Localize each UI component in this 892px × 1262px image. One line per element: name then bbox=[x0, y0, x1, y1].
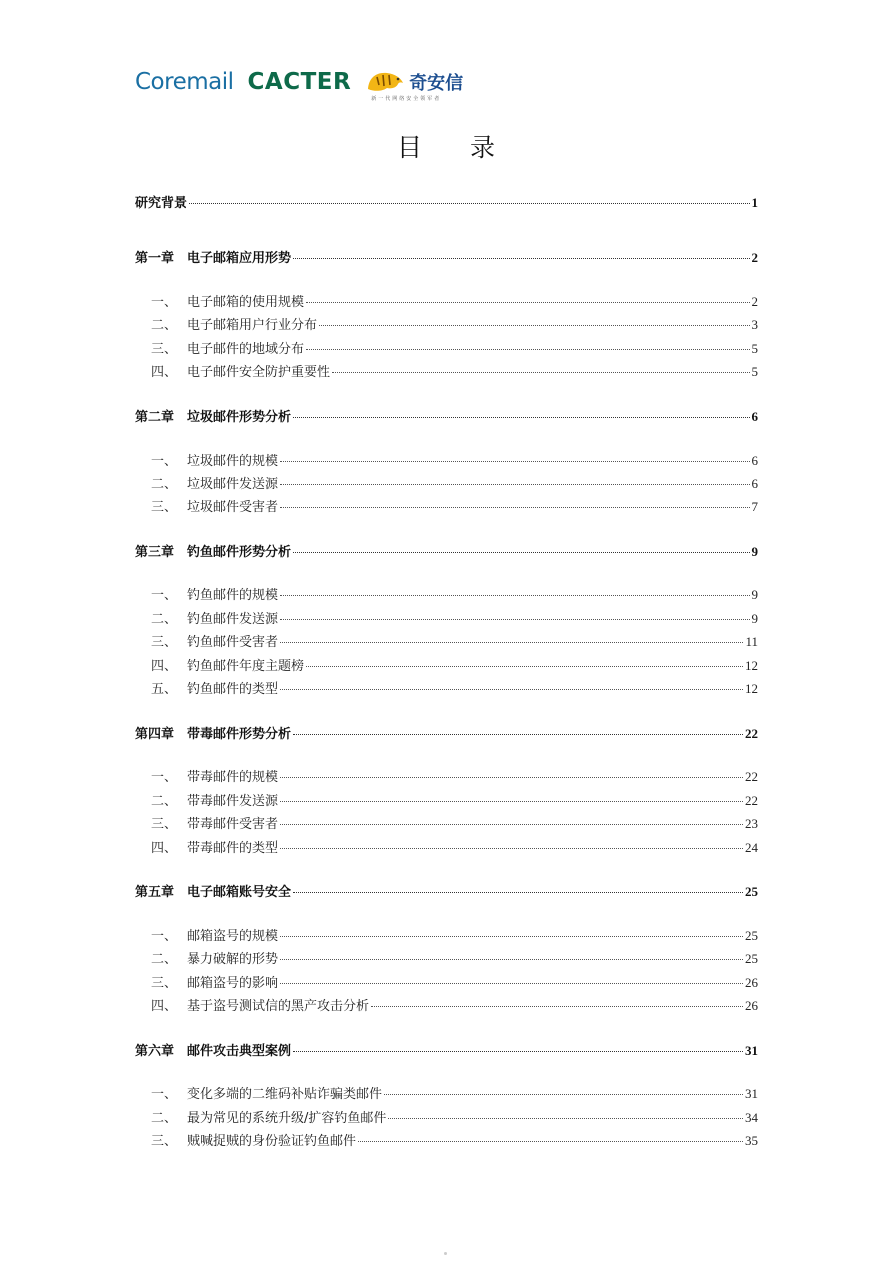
toc-section-row[interactable] bbox=[135, 925, 758, 944]
toc-entry-label: 垃圾邮件受害者 bbox=[187, 500, 279, 515]
toc-entry-label: 钓鱼邮件的类型 bbox=[187, 682, 279, 697]
toc-dot-leader bbox=[293, 734, 743, 735]
toc-page-number: 9 bbox=[751, 544, 758, 559]
qianxin-logo bbox=[365, 69, 464, 102]
toc-entry-number: 一、 bbox=[151, 770, 178, 785]
toc-dot-leader bbox=[280, 642, 743, 643]
toc-dot-leader bbox=[280, 595, 749, 596]
toc-dot-leader bbox=[371, 1006, 743, 1007]
toc-dot-leader bbox=[280, 507, 749, 508]
toc-entry-number: 四、 bbox=[151, 659, 178, 674]
toc-entry-label: 最为常见的系统升级/扩容钓鱼邮件 bbox=[187, 1111, 387, 1126]
toc-page-number: 25 bbox=[745, 928, 758, 943]
toc-dot-leader bbox=[280, 824, 743, 825]
toc-entry-label: 研究背景 bbox=[135, 196, 188, 211]
toc-entry-number: 第六章 bbox=[135, 1044, 175, 1059]
toc-section-row[interactable] bbox=[135, 766, 758, 785]
toc-entry-label: 基于盗号测试信的黑产攻击分析 bbox=[187, 999, 370, 1014]
toc-section-row[interactable] bbox=[135, 291, 758, 310]
coremail-logo: Coremail bbox=[135, 69, 234, 95]
toc-section-row[interactable] bbox=[135, 1130, 758, 1149]
toc-page-number: 3 bbox=[751, 317, 758, 332]
cacter-logo: CACTER bbox=[247, 69, 352, 95]
page-title: 目录 bbox=[396, 133, 543, 162]
toc-entry-label: 带毒邮件形势分析 bbox=[187, 727, 292, 742]
toc-dot-leader bbox=[388, 1118, 743, 1119]
toc-dot-leader bbox=[384, 1094, 743, 1095]
toc-dot-leader bbox=[280, 619, 749, 620]
toc-entry-label: 带毒邮件的类型 bbox=[187, 841, 279, 856]
toc-entry-label: 垃圾邮件的规模 bbox=[187, 454, 279, 469]
toc-dot-leader bbox=[306, 349, 749, 350]
toc-entry-number: 四、 bbox=[151, 841, 178, 856]
toc-dot-leader bbox=[293, 417, 749, 418]
toc-page-number: 12 bbox=[745, 681, 758, 696]
qianxin-slogan: 新一代网络安全领军者 bbox=[371, 96, 442, 102]
toc-entry-number: 二、 bbox=[151, 477, 178, 492]
toc-dot-leader bbox=[280, 801, 743, 802]
toc-entry-label: 带毒邮件受害者 bbox=[187, 817, 279, 832]
toc-page-number: 9 bbox=[751, 611, 758, 626]
toc-section-row[interactable] bbox=[135, 450, 758, 469]
toc-section-row[interactable] bbox=[135, 837, 758, 856]
toc-entry-label: 电子邮箱的使用规模 bbox=[187, 295, 305, 310]
qianxin-mascot-icon bbox=[365, 69, 407, 95]
toc-dot-leader bbox=[306, 666, 743, 667]
toc-entry-label: 钓鱼邮件受害者 bbox=[187, 635, 279, 650]
toc-entry-label: 电子邮箱应用形势 bbox=[187, 251, 292, 266]
toc-dot-leader bbox=[293, 552, 749, 553]
toc-entry-number: 五、 bbox=[151, 682, 178, 697]
toc-dot-leader bbox=[189, 203, 749, 204]
toc-section-row[interactable] bbox=[135, 584, 758, 603]
toc-entry-number: 二、 bbox=[151, 318, 178, 333]
toc-entry-label: 邮件攻击典型案例 bbox=[187, 1044, 292, 1059]
toc-chapter-row[interactable] bbox=[135, 406, 758, 425]
toc-entry-label: 贼喊捉贼的身份验证钓鱼邮件 bbox=[187, 1134, 357, 1149]
toc-page-number: 31 bbox=[745, 1043, 758, 1058]
toc-section-row[interactable] bbox=[135, 608, 758, 627]
toc-chapter-row[interactable] bbox=[135, 1040, 758, 1059]
toc-entry-label: 暴力破解的形势 bbox=[187, 952, 279, 967]
toc-page-number: 2 bbox=[751, 294, 758, 309]
toc-entry-number: 第四章 bbox=[135, 727, 175, 742]
toc-page-number: 2 bbox=[751, 250, 758, 265]
toc-entry-label: 钓鱼邮件形势分析 bbox=[187, 545, 292, 560]
toc-page-number: 35 bbox=[745, 1133, 758, 1148]
footer-mark bbox=[444, 1252, 447, 1255]
toc-entry-number: 三、 bbox=[151, 635, 178, 650]
toc-entry-number: 第三章 bbox=[135, 545, 175, 560]
toc-page-number: 22 bbox=[745, 769, 758, 784]
toc-entry-label: 电子邮件的地域分布 bbox=[187, 342, 305, 357]
toc-page-number: 25 bbox=[745, 951, 758, 966]
toc-entry-label: 钓鱼邮件发送源 bbox=[187, 612, 279, 627]
toc-entry-number: 一、 bbox=[151, 454, 178, 469]
toc-dot-leader bbox=[280, 484, 749, 485]
toc-section-row[interactable] bbox=[135, 361, 758, 380]
toc-entry-label: 垃圾邮件形势分析 bbox=[187, 410, 292, 425]
toc-entry-number: 第一章 bbox=[135, 251, 175, 266]
toc-page-number: 7 bbox=[751, 499, 758, 514]
toc-entry-number: 二、 bbox=[151, 1111, 178, 1126]
toc-section-row[interactable] bbox=[135, 813, 758, 832]
toc-dot-leader bbox=[293, 258, 749, 259]
toc-page-number: 23 bbox=[745, 816, 758, 831]
toc-chapter-row[interactable] bbox=[135, 541, 758, 560]
toc-entry-number: 一、 bbox=[151, 1087, 178, 1102]
toc-entry-number: 二、 bbox=[151, 794, 178, 809]
toc-entry-number: 第二章 bbox=[135, 410, 175, 425]
toc-page-number: 22 bbox=[745, 793, 758, 808]
toc-entry-label: 邮箱盗号的规模 bbox=[187, 929, 279, 944]
toc-page-number: 11 bbox=[745, 634, 758, 649]
toc-dot-leader bbox=[293, 892, 743, 893]
toc-entry-number: 第五章 bbox=[135, 885, 175, 900]
toc-section-row[interactable] bbox=[135, 678, 758, 697]
toc-entry-label: 电子邮箱用户行业分布 bbox=[187, 318, 318, 333]
toc-section-row[interactable] bbox=[135, 948, 758, 967]
toc-page-number: 22 bbox=[745, 726, 758, 741]
toc-page-number: 34 bbox=[745, 1110, 758, 1125]
toc-entry-label: 带毒邮件的规模 bbox=[187, 770, 279, 785]
toc-dot-leader bbox=[280, 848, 743, 849]
toc-entry-number: 三、 bbox=[151, 500, 178, 515]
toc-section-row[interactable] bbox=[135, 972, 758, 991]
toc-dot-leader bbox=[280, 777, 743, 778]
toc-entry-number: 三、 bbox=[151, 1134, 178, 1149]
toc-entry-number: 四、 bbox=[151, 999, 178, 1014]
toc-section-row[interactable] bbox=[135, 473, 758, 492]
toc-chapter-row[interactable] bbox=[135, 723, 758, 742]
toc-section-row[interactable] bbox=[135, 496, 758, 515]
toc-page-number: 26 bbox=[745, 975, 758, 990]
toc-page-number: 6 bbox=[751, 409, 758, 424]
toc-dot-leader bbox=[332, 372, 749, 373]
header-logos bbox=[135, 64, 463, 100]
toc-entry-label: 钓鱼邮件的规模 bbox=[187, 588, 279, 603]
toc-section-row[interactable] bbox=[135, 790, 758, 809]
toc-dot-leader bbox=[280, 461, 749, 462]
toc-entry-number: 一、 bbox=[151, 929, 178, 944]
toc-page-number: 9 bbox=[751, 587, 758, 602]
toc-entry-label: 垃圾邮件发送源 bbox=[187, 477, 279, 492]
toc-chapter-row[interactable] bbox=[135, 881, 758, 900]
toc-page-number: 5 bbox=[751, 364, 758, 379]
toc-entry-label: 变化多端的二维码补贴诈骗类邮件 bbox=[187, 1087, 383, 1102]
toc-dot-leader bbox=[358, 1141, 743, 1142]
toc-page-number: 31 bbox=[745, 1086, 758, 1101]
toc-dot-leader bbox=[280, 983, 743, 984]
toc-page-number: 5 bbox=[751, 341, 758, 356]
toc-page-number: 12 bbox=[745, 658, 758, 673]
toc-page-number: 24 bbox=[745, 840, 758, 855]
toc-dot-leader bbox=[306, 302, 749, 303]
qianxin-name: 奇安信 bbox=[409, 73, 464, 94]
toc-dot-leader bbox=[293, 1051, 743, 1052]
toc-entry-number: 四、 bbox=[151, 365, 178, 380]
toc-page-number: 25 bbox=[745, 884, 758, 899]
toc-entry-number: 一、 bbox=[151, 588, 178, 603]
toc-section-row[interactable] bbox=[135, 338, 758, 357]
toc-section-row[interactable] bbox=[135, 995, 758, 1014]
toc-page-number: 26 bbox=[745, 998, 758, 1013]
toc-entry-label: 电子邮件安全防护重要性 bbox=[187, 365, 331, 380]
toc-chapter-row[interactable] bbox=[135, 192, 758, 211]
toc-page-number: 1 bbox=[751, 195, 758, 210]
toc-section-row[interactable] bbox=[135, 1083, 758, 1102]
toc-section-row[interactable] bbox=[135, 631, 758, 650]
toc-entry-label: 钓鱼邮件年度主题榜 bbox=[187, 659, 305, 674]
toc-chapter-row[interactable] bbox=[135, 247, 758, 266]
toc-dot-leader bbox=[280, 689, 743, 690]
toc-entry-label: 邮箱盗号的影响 bbox=[187, 976, 279, 991]
toc-entry-number: 三、 bbox=[151, 976, 178, 991]
toc-entry-number: 三、 bbox=[151, 817, 178, 832]
toc-entry-number: 一、 bbox=[151, 295, 178, 310]
toc-page-number: 6 bbox=[751, 453, 758, 468]
toc-entry-label: 带毒邮件发送源 bbox=[187, 794, 279, 809]
toc-section-row[interactable] bbox=[135, 655, 758, 674]
toc-entry-number: 二、 bbox=[151, 952, 178, 967]
toc-page-number: 6 bbox=[751, 476, 758, 491]
toc-dot-leader bbox=[280, 959, 743, 960]
toc-entry-number: 二、 bbox=[151, 612, 178, 627]
toc-dot-leader bbox=[319, 325, 749, 326]
toc-section-row[interactable] bbox=[135, 1107, 758, 1126]
toc-entry-label: 电子邮箱账号安全 bbox=[187, 885, 292, 900]
toc-entry-number: 三、 bbox=[151, 342, 178, 357]
toc-dot-leader bbox=[280, 936, 743, 937]
toc-section-row[interactable] bbox=[135, 314, 758, 333]
